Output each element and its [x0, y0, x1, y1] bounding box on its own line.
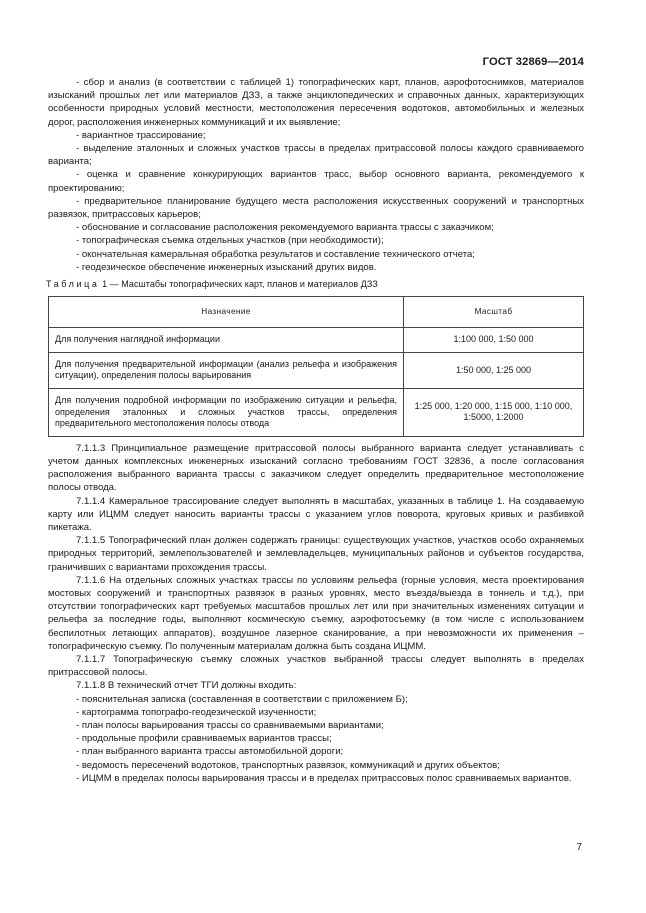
table-row [49, 389, 584, 437]
table-caption-label: Таблица [46, 279, 100, 290]
table-caption-text: 1 — Масштабы топографических карт, планов и материалов ДЗЗ [102, 279, 378, 290]
list-item: - обоснование и согласование расположения рекомендуемого варианта трассы с заказчиком; [76, 222, 494, 234]
header-purpose: Назначение [49, 297, 404, 328]
list-item: - выделение эталонных и сложных участков трассы в пределах притрассовой полосы каждого сравниваемого варианта; [48, 143, 584, 168]
list-item: - ведомость пересечений водотоков, транспортных развязок, коммуникаций и других объектов; [76, 759, 500, 771]
list-item: - план полосы варьирования трассы со сравниваемыми вариантами; [76, 720, 384, 732]
cell-purpose: Для получения подробной информации по изображению ситуации и рельефа, определения эталонных и сложных участков трассы, определения предварительного местоположения полосы отвода [49, 389, 404, 437]
cell-scale: 1:25 000, 1:20 000, 1:15 000, 1:10 000, 1:5000, 1:2000 [404, 389, 584, 437]
list-item: - предварительное планирование будущего места расположения искусственных сооружений и транспортных развязок, притрассовых карьеров; [48, 195, 584, 221]
cell-purpose: Для получения предварительной информации (анализ рельефа и изображения ситуации), определения полосы варьирования [49, 352, 404, 388]
list-item: - оценка и сравнение конкурирующих вариантов трасс, выбор основного варианта, рекомендуемого к проектированию; [48, 169, 584, 194]
list-item: - топографическая съемка отдельных участков (при необходимости); [76, 235, 384, 247]
cell-purpose: Для получения наглядной информации [49, 328, 404, 353]
header-scale: Масштаб [404, 297, 584, 328]
paragraph: 7.1.1.4 Камеральное трассирование следует выполнять в масштабах, указанных в таблице 1. На создаваемую карту или ИЦММ следует наносить варианты трассы с указанием углов поворота, круговых кривых и разбивкой пикетажа. [48, 495, 584, 534]
table-row [49, 352, 584, 388]
cell-scale: 1:50 000, 1:25 000 [404, 352, 584, 388]
paragraph: 7.1.1.8 В технический отчет ТГИ должны входить: [76, 680, 297, 692]
list-item: - ИЦММ в пределах полосы варьирования трассы и в пределах притрассовых полос сравниваемых вариантов. [76, 772, 572, 784]
table-header-row [49, 297, 584, 328]
list-item: - геодезическое обеспечение инженерных изысканий других видов. [76, 261, 377, 273]
list-item: - сбор и анализ (в соответствии с таблицей 1) топографических карт, планов, аэрофотоснимков, материалов изысканий прошлых лет или материалов ДЗЗ, а также энциклопедических и справочных данных, характеризующих особенности природных условий местности, местоположения пересечения водотоков, автомобильных и железных дорог, расположения инженерных коммуникаций и их выявление; [48, 77, 584, 128]
list-item: - окончательная камеральная обработка результатов и составление технического отчета; [76, 248, 475, 260]
list-item: - план выбранного варианта трассы автомобильной дороги; [76, 746, 344, 758]
list-item: - пояснительная записка (составленная в соответствии с приложением Б); [76, 693, 408, 705]
table-caption [46, 278, 584, 291]
page-content [48, 76, 584, 785]
paragraph: 7.1.1.5 Топографический план должен содержать границы: существующих участков, участков особо охраняемых природных территорий, землепользователей и землевладельцев, муниципальных районов и субъектов государства, граничивших с вариантами прохождения трассы. [48, 535, 584, 573]
paragraph: 7.1.1.3 Принципиальное размещение притрассовой полосы выбранного варианта следует устанавливать с учетом данных комплексных инженерных изысканий согласно требованиям ГОСТ 32836, а после согласования расположения выбранного варианта трассы с заказчиком следует определить предварительное местоположение полосы отвода. [48, 442, 584, 494]
list-item: - вариантное трассирование; [76, 129, 206, 141]
table-row [49, 328, 584, 353]
scale-table [48, 296, 584, 437]
paragraph: 7.1.1.7 Топографическую съемку сложных участков выбранной трассы следует выполнять в пределах притрассовой полосы. [48, 654, 584, 679]
page-number: 7 [576, 842, 582, 853]
list-item: - продольные профили сравниваемых вариантов трассы; [76, 733, 332, 745]
paragraph: 7.1.1.6 На отдельных сложных участках трассы по условиям рельефа (горные условия, места проектирования мостовых сооружений и транспортных развязок в разных уровнях, место въезда/выезда в тоннель и т.д.), при отсутствии топографических карт требуемых масштабов прошлых лет или при значительных изменениях ситуации и рельефа за последние годы, выполняют космическую съемку, аэрофотосъемку (в том числе с использованием беспилотных летающих аппаратов), воздушное лазерное сканирование, а при невозможности их применения – топографическую съемку. По полученным материалам должна быть создана ИЦММ. [48, 574, 584, 652]
cell-scale: 1:100 000, 1:50 000 [404, 328, 584, 353]
document-header: ГОСТ 32869—2014 [482, 56, 584, 68]
list-item: - картограмма топографо-геодезической изученности; [76, 706, 317, 718]
